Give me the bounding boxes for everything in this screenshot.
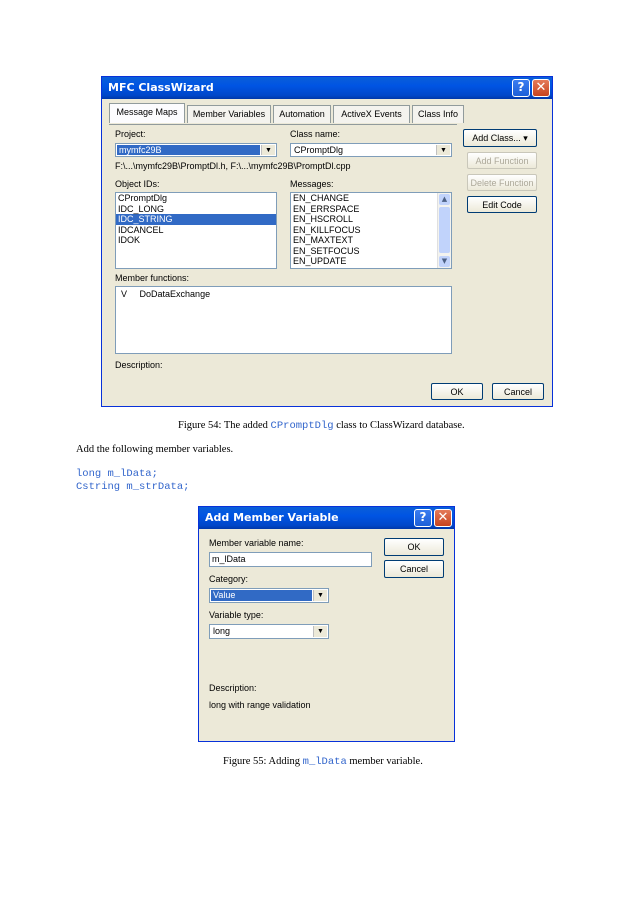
caption-prefix: Figure 54: The added [178, 420, 271, 431]
scroll-thumb[interactable] [439, 207, 450, 253]
member-function-name: DoDataExchange [139, 289, 211, 299]
add-function-button[interactable]: Add Function [467, 152, 537, 169]
file-path-text: F:\...\mymfc29B\PromptDl.h, F:\...\mymfc29B\PromptDl.cpp [115, 161, 351, 171]
member-functions-list[interactable] [115, 286, 452, 354]
chevron-down-icon[interactable]: ▼ [436, 145, 450, 155]
list-item[interactable] [116, 287, 451, 300]
description-label: Description: [209, 683, 257, 693]
help-icon[interactable]: ? [414, 509, 432, 527]
add-class-button[interactable]: Add Class... ▾ [463, 129, 537, 147]
help-icon[interactable]: ? [512, 79, 530, 97]
messages-scrollbar[interactable] [437, 193, 451, 268]
member-functions-label: Member functions: [115, 273, 190, 283]
messages-list[interactable] [290, 192, 452, 269]
classwizard-titlebar [102, 77, 552, 99]
chevron-down-icon[interactable]: ▼ [313, 590, 327, 601]
code-line: Cstring m_strData; [76, 480, 190, 493]
code-block [76, 468, 189, 493]
classwizard-tabs [109, 105, 489, 125]
messages-items [291, 193, 437, 267]
figure-55-caption [223, 756, 423, 768]
figure-54-caption [178, 420, 465, 432]
list-item[interactable]: IDCANCEL [118, 224, 164, 235]
list-item[interactable]: EN_CHANGE [293, 193, 350, 203]
caption-suffix: member variable. [346, 756, 423, 767]
description-value: long with range validation [209, 700, 311, 710]
close-icon[interactable]: ✕ [532, 79, 550, 97]
add-member-title: Add Member Variable [205, 511, 339, 524]
variable-type-value: long [213, 626, 231, 636]
chevron-down-icon[interactable]: ▼ [313, 626, 327, 637]
caption-suffix: class to ClassWizard database. [333, 420, 465, 431]
messages-label: Messages: [290, 179, 334, 189]
cancel-button[interactable]: Cancel [492, 383, 544, 400]
tab-automation[interactable]: Automation [273, 105, 331, 123]
category-label: Category: [209, 574, 249, 584]
caption-code: CPromptDlg [270, 420, 334, 432]
list-item[interactable]: IDC_STRING [116, 214, 276, 225]
chevron-down-icon[interactable]: ▼ [261, 145, 275, 155]
classwizard-title: MFC ClassWizard [108, 81, 214, 94]
add-member-titlebar [199, 507, 454, 529]
list-item[interactable]: EN_ERRSPACE [293, 203, 360, 214]
tab-message-maps[interactable]: Message Maps [109, 103, 185, 123]
cancel-button[interactable]: Cancel [384, 560, 444, 578]
caption-prefix: Figure 55: Adding [223, 756, 303, 767]
category-value: Value [211, 590, 312, 601]
class-name-combo[interactable] [290, 143, 452, 157]
list-item[interactable]: IDC_LONG [118, 203, 165, 214]
list-item[interactable]: IDOK [118, 235, 141, 245]
class-name-value: CPromptDlg [294, 145, 344, 155]
member-name-input[interactable]: m_lData [209, 552, 372, 567]
list-item[interactable]: CPromptDlg [118, 193, 168, 203]
project-value: mymfc29B [117, 145, 260, 155]
tab-activex-events[interactable]: ActiveX Events [333, 105, 410, 123]
scroll-down-icon[interactable]: ▼ [439, 256, 450, 267]
tab-member-variables[interactable]: Member Variables [187, 105, 271, 123]
classwizard-window [101, 76, 553, 407]
variable-type-label: Variable type: [209, 610, 264, 620]
member-name-label: Member variable name: [209, 538, 304, 548]
ok-button[interactable]: OK [431, 383, 483, 400]
scroll-up-icon[interactable]: ▲ [439, 194, 450, 205]
virtual-marker: V [121, 289, 128, 299]
ok-button[interactable]: OK [384, 538, 444, 556]
edit-code-button[interactable]: Edit Code [467, 196, 537, 213]
list-item[interactable]: EN_UPDATE [293, 256, 347, 266]
description-label: Description: [115, 360, 163, 370]
list-item[interactable]: EN_SETFOCUS [293, 245, 360, 256]
code-line: long m_lData; [76, 468, 158, 480]
caption-code: m_lData [302, 756, 347, 768]
close-icon[interactable]: ✕ [434, 509, 452, 527]
object-ids-label: Object IDs: [115, 179, 160, 189]
category-combo[interactable] [209, 588, 329, 603]
project-label: Project: [115, 129, 146, 139]
list-item[interactable]: EN_KILLFOCUS [293, 224, 361, 235]
list-item[interactable]: EN_HSCROLL [293, 214, 354, 224]
variable-type-combo[interactable] [209, 624, 329, 639]
object-ids-list[interactable] [115, 192, 277, 269]
tab-class-info[interactable]: Class Info [412, 105, 464, 123]
project-combo[interactable] [115, 143, 277, 157]
delete-function-button[interactable]: Delete Function [467, 174, 537, 191]
add-member-variable-window [198, 506, 455, 742]
list-item[interactable]: EN_MAXTEXT [293, 235, 354, 245]
body-text: Add the following member variables. [76, 444, 234, 455]
class-name-label: Class name: [290, 129, 341, 139]
